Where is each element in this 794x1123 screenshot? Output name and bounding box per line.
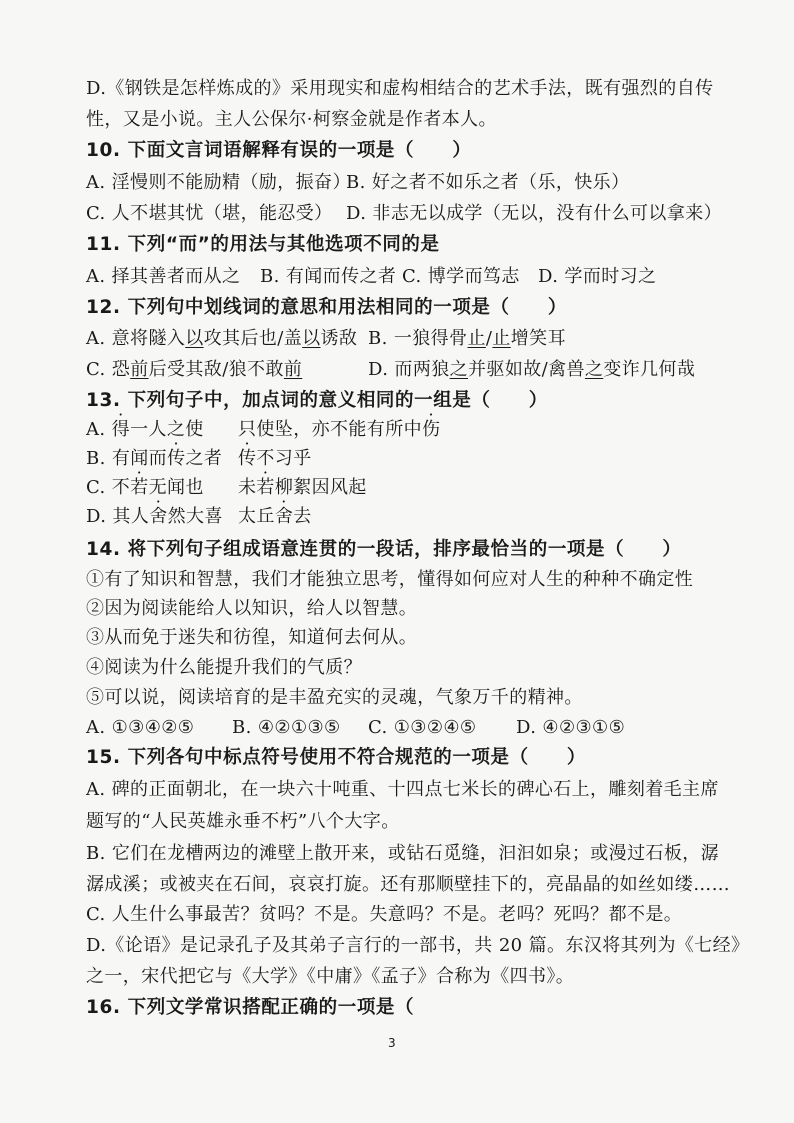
q12-option-d-underlined-word: 之 (449, 359, 469, 380)
q11-option-b: B. 有闻而传之者 (260, 266, 397, 287)
q15-option-c: C. 人生什么事最苦？贫吗？不是。失意吗？不是。老吗？死吗？都不是。 (86, 904, 683, 925)
q14-option-d: D. ④②③①⑤ (516, 717, 626, 738)
question-15-stem: 15. 下列各句中标点符号使用不符合规范的一项是（ ） (86, 747, 587, 768)
q11-option-d: D. 学而时习之 (538, 266, 657, 287)
q10-option-a: A. 淫慢则不能励精（励，振奋） (86, 172, 351, 193)
q14-sentence-3: ③从而免于迷失和彷徨，知道何去何从。 (86, 627, 418, 648)
q12-option-c: C. 恐前后受其敌/狼不敢前 (86, 359, 303, 380)
q13-option-c-sentence2: 未若柳絮因风起 (238, 477, 367, 498)
q9-option-d-line2: 性，又是小说。主人公保尔·柯察金就是作者本人。 (86, 109, 497, 130)
q14-sentence-1: ①有了知识和智慧，我们才能独立思考，懂得如何应对人生的种种不确定性 (86, 569, 694, 590)
q11-option-c: C. 博学而笃志 (402, 266, 520, 287)
q13-dotted-word: 传 (167, 448, 186, 469)
q13-dotted-word: 舍 (149, 506, 168, 527)
q13-dotted-word: 若 (256, 477, 275, 498)
q10-option-b: B. 好之者不如乐之者（乐，快乐） (346, 172, 630, 193)
q12-option-a: A. 意将隧入以攻其后也/盖以诱敌 (86, 328, 358, 349)
q15-option-d-line2: 之一，宋代把它与《大学》《中庸》《孟子》合称为《四书》。 (86, 966, 575, 987)
q13-option-b-sentence1: B. 有闻而传之者 (86, 448, 223, 469)
q13-dotted-word: 若 (130, 477, 149, 498)
question-10-stem: 10. 下面文言词语解释有误的一项是（ ） (86, 140, 472, 161)
q10-option-d: D. 非志无以成学（无以，没有什么可以拿来） (346, 203, 723, 224)
q12-option-a-underlined-word: 以 (185, 328, 204, 349)
q12-option-d: D. 而两狼之并驱如故/禽兽之变诈几何哉 (368, 359, 696, 380)
q14-option-b: B. ④②①③⑤ (232, 717, 341, 738)
q12-option-d-underlined-word: 之 (584, 359, 604, 380)
q13-dotted-word: 伤 (422, 419, 441, 440)
q12-option-c-underlined-word: 前 (130, 359, 149, 380)
q10-option-c: C. 人不堪其忧（堪，能忍受） (86, 203, 333, 224)
q13-option-d-sentence1: D. 其人舍然大喜 (86, 506, 223, 527)
q15-option-a-line2: 题写的“人民英雄永垂不朽”八个大字。 (86, 811, 400, 832)
q9-option-d-line1: D.《钢铁是怎样炼成的》采用现实和虚构相结合的艺术手法，既有强烈的自传 (86, 78, 714, 99)
q14-option-c: C. ①③②④⑤ (368, 717, 477, 738)
q13-dotted-word: 传 (238, 448, 257, 469)
q15-option-d-line1: D.《论语》是记录孔子及其弟子言行的一部书，共 20 篇。东汉将其列为《七经》 (86, 935, 750, 956)
q13-dotted-word: 得 (111, 419, 131, 440)
question-14-stem: 14. 将下列句子组成语意连贯的一段话，排序最恰当的一项是（ ） (86, 539, 682, 560)
q14-sentence-2: ②因为阅读能给人以知识，给人以智慧。 (86, 598, 418, 619)
q12-option-b: B. 一狼得骨止/止增笑耳 (368, 328, 566, 349)
q13-option-a-sentence1: A. 得一人之使 (86, 419, 204, 440)
q12-option-c-underlined-word: 前 (283, 359, 303, 380)
q12-option-a-underlined-word: 以 (302, 328, 321, 349)
question-12-stem: 12. 下列句中划线词的意思和用法相同的一项是（ ） (86, 297, 567, 318)
q14-sentence-5: ⑤可以说，阅读培育的是丰盈充实的灵魂，气象万千的精神。 (86, 687, 583, 708)
q15-option-a-line1: A. 碑的正面朝北，在一块六十吨重、十四点七米长的碑心石上，雕刻着毛主席 (86, 779, 719, 800)
q15-option-b-line2: 潺成溪；或被夹在石间，哀哀打旋。还有那顺壁挂下的，亮晶晶的如丝如缕…… (86, 874, 730, 895)
q13-option-d-sentence2: 太丘舍去 (238, 506, 312, 527)
q13-option-c-sentence1: C. 不若无闻也 (86, 477, 204, 498)
question-11-stem: 11. 下列“而”的用法与其他选项不同的是 (86, 234, 440, 255)
q13-option-b-sentence2: 传不习乎 (238, 448, 312, 469)
question-13-stem: 13. 下列句子中，加点词的意义相同的一组是（ ） (86, 390, 548, 411)
question-16-stem: 16. 下列文学常识搭配正确的一项是（ (86, 997, 415, 1018)
q13-option-a-sentence2: 只使坠，亦不能有所中伤 (238, 419, 441, 440)
q11-option-a: A. 择其善者而从之 (86, 266, 241, 287)
q14-sentence-4: ④阅读为什么能提升我们的气质？ (86, 657, 362, 678)
q15-option-b-line1: B. 它们在龙槽两边的滩壁上散开来，或钻石觅缝，汩汩如泉；或漫过石板，潺 (86, 843, 720, 864)
q12-option-b-underlined-word: 止 (467, 328, 486, 349)
q12-option-b-underlined-word: 止 (492, 328, 511, 349)
page-number: 3 (388, 1036, 396, 1050)
q14-option-a: A. ①③④②⑤ (86, 717, 195, 738)
q13-dotted-word: 舍 (274, 506, 294, 527)
